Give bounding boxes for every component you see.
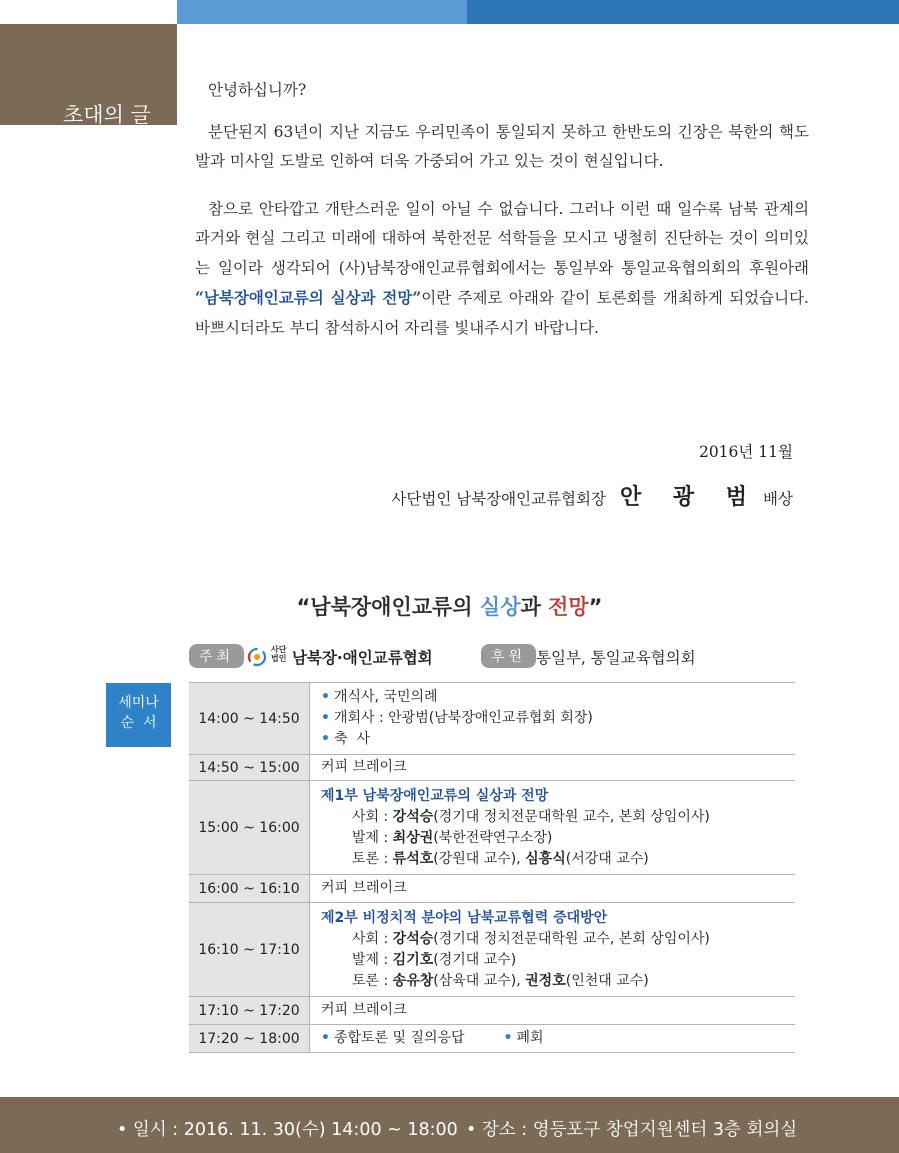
host-name: 남북장·애인교류협회 <box>292 649 433 667</box>
role-line <box>321 950 795 971</box>
schedule-time: 14:00 ~ 14:50 <box>189 683 310 755</box>
schedule-row <box>189 683 795 755</box>
person-detail: (경기대 정치전문대학원 교수, 본회 상임이사) <box>433 808 710 825</box>
item-text: 개식사, 국민의례 <box>333 689 438 705</box>
person-detail: (강원대 교수), <box>433 850 526 867</box>
schedule-row <box>189 781 795 875</box>
person-detail: (서강대 교수) <box>565 850 649 867</box>
schedule-desc: 커피 브레이크 <box>310 875 796 903</box>
item-text: 개회사 : 안광범(남북장애인교류협회 회장) <box>333 710 593 726</box>
event-venue: • 장소 : 영등포구 창업지원센터 3층 회의실 <box>466 1120 798 1140</box>
schedule-row <box>189 997 795 1025</box>
letter-paragraph-1: 분단된지 63년이 지난 지금도 우리민족이 통일되지 못하고 한반도의 긴장은 북한의 핵도발과 미사일 도발로 인하여 더욱 가중되어 가고 있는 것이 현실입니다. <box>195 122 809 170</box>
schedule-row <box>189 875 795 903</box>
person-detail: (북한전략연구소장) <box>433 829 553 846</box>
schedule-desc <box>310 903 796 997</box>
role-label: 발제 : <box>352 951 393 968</box>
list-item <box>321 729 795 750</box>
seminar-title-part-4: 전망 <box>548 595 589 619</box>
association-logo-icon <box>247 647 267 667</box>
schedule-desc <box>310 1025 796 1053</box>
seminar-title-part-3: 과 <box>520 595 549 619</box>
role-line <box>321 929 795 950</box>
person-name: 송유창 <box>392 972 434 989</box>
seminar-title-part-1: “남북장애인교류의 <box>296 595 480 619</box>
top-bar-left <box>0 0 177 24</box>
person-name: 강석승 <box>392 930 434 947</box>
host-prefix-line-2: 법인 <box>271 654 287 663</box>
section-title: 초대의 글 <box>63 103 151 127</box>
order-label-line-2: 순 서 <box>120 715 157 731</box>
letter-paragraph-2-end: 이란 주제로 아래와 같이 토론회를 개최하게 되었습니다. 바쁘시더라도 부디 참석하시어 자리를 빛내주시기 바랍니다. <box>195 289 809 337</box>
role-label: 토론 : <box>352 972 393 989</box>
schedule-desc <box>310 683 796 755</box>
signer-name: 안 광 범 <box>619 484 760 510</box>
host-tag: 주최 <box>189 644 244 668</box>
bullet-icon: • <box>321 689 330 705</box>
letter-signature <box>391 480 793 511</box>
role-label: 사회 : <box>352 930 393 947</box>
event-info-footer <box>0 1097 899 1153</box>
invitation-letter <box>195 76 809 361</box>
order-label-line-1: 세미나 <box>118 695 159 711</box>
person-detail: (인천대 교수) <box>565 972 649 989</box>
top-bar-light-blue <box>177 0 467 24</box>
role-line <box>321 807 795 828</box>
schedule-row <box>189 1025 795 1053</box>
schedule-row <box>189 755 795 781</box>
person-name: 권정호 <box>525 972 566 989</box>
schedule-table <box>189 682 795 1053</box>
schedule-desc: 커피 브레이크 <box>310 755 796 781</box>
schedule-time: 16:10 ~ 17:10 <box>189 903 310 997</box>
organizers-row <box>189 644 799 670</box>
person-name: 류석호 <box>392 850 434 867</box>
seminar-title-part-5: ” <box>588 595 603 619</box>
bullet-icon: • <box>503 1030 513 1046</box>
person-name: 심흥식 <box>525 850 566 867</box>
letter-paragraph-2-start: 참으로 안타깝고 개탄스러운 일이 아닐 수 없습니다. 그러나 이런 때 일수록 남북 관계의 과거와 현실 그리고 미래에 대하여 북한전문 석학들을 모시고 냉철히 진단하는 것이 의미있는 일이라 생각되어 (사)남북장애인교류협회에서는 통일부와 통일교육협의회의 후원아래 <box>195 199 809 277</box>
person-name: 강석승 <box>392 808 434 825</box>
seminar-title <box>0 591 899 621</box>
bullet-icon: • <box>321 1030 330 1046</box>
person-detail: (경기대 정치전문대학원 교수, 본회 상임이사) <box>433 930 710 947</box>
letter-greeting: 안녕하십니까? <box>208 81 307 99</box>
top-bar-dark-blue <box>467 0 899 24</box>
role-label: 발제 : <box>352 829 393 846</box>
person-name: 김기호 <box>392 951 434 968</box>
seminar-title-part-2: 실상 <box>479 595 521 619</box>
person-detail: (경기대 교수) <box>433 951 517 968</box>
role-line <box>321 828 795 849</box>
list-item <box>321 687 795 708</box>
section-title-box <box>0 24 177 125</box>
part-title: 제2부 비정치적 분야의 남북교류협력 증대방안 <box>321 909 608 926</box>
bullet-icon: • <box>321 731 330 747</box>
sponsor-tag: 후원 <box>481 644 536 668</box>
bullet-icon: • <box>321 710 330 726</box>
host-legal-prefix <box>271 645 286 663</box>
item-text: 종합토론 및 질의응답 <box>333 1030 465 1046</box>
schedule-desc: 커피 브레이크 <box>310 997 796 1025</box>
schedule-time: 15:00 ~ 16:00 <box>189 781 310 875</box>
event-datetime: • 일시 : 2016. 11. 30(수) 14:00 ~ 18:00 <box>117 1120 458 1140</box>
role-label: 사회 : <box>352 808 393 825</box>
item-text: 폐회 <box>516 1030 544 1046</box>
signer-closing: 배상 <box>763 490 793 508</box>
seminar-order-label <box>106 683 171 747</box>
letter-seminar-title: “남북장애인교류의 실상과 전망” <box>195 288 422 307</box>
role-line <box>321 971 795 992</box>
sponsor-name: 통일부, 통일교육협의회 <box>536 649 696 667</box>
schedule-time: 17:10 ~ 17:20 <box>189 997 310 1025</box>
person-name: 최상권 <box>392 829 434 846</box>
person-detail: (삼육대 교수), <box>433 972 526 989</box>
item-text: 축 사 <box>333 731 370 747</box>
schedule-time: 17:20 ~ 18:00 <box>189 1025 310 1053</box>
letter-date: 2016년 11월 <box>698 443 793 461</box>
role-label: 토론 : <box>352 850 393 867</box>
schedule-time: 16:00 ~ 16:10 <box>189 875 310 903</box>
host-prefix-line-1: 사단 <box>271 645 287 654</box>
letter-paragraph-2 <box>195 195 809 344</box>
signer-title: 사단법인 남북장애인교류협회장 <box>391 490 606 508</box>
list-item <box>321 708 795 729</box>
schedule-desc <box>310 781 796 875</box>
schedule-row <box>189 903 795 997</box>
schedule-time: 14:50 ~ 15:00 <box>189 755 310 781</box>
role-line <box>321 849 795 870</box>
part-title: 제1부 남북장애인교류의 실상과 전망 <box>321 787 549 804</box>
